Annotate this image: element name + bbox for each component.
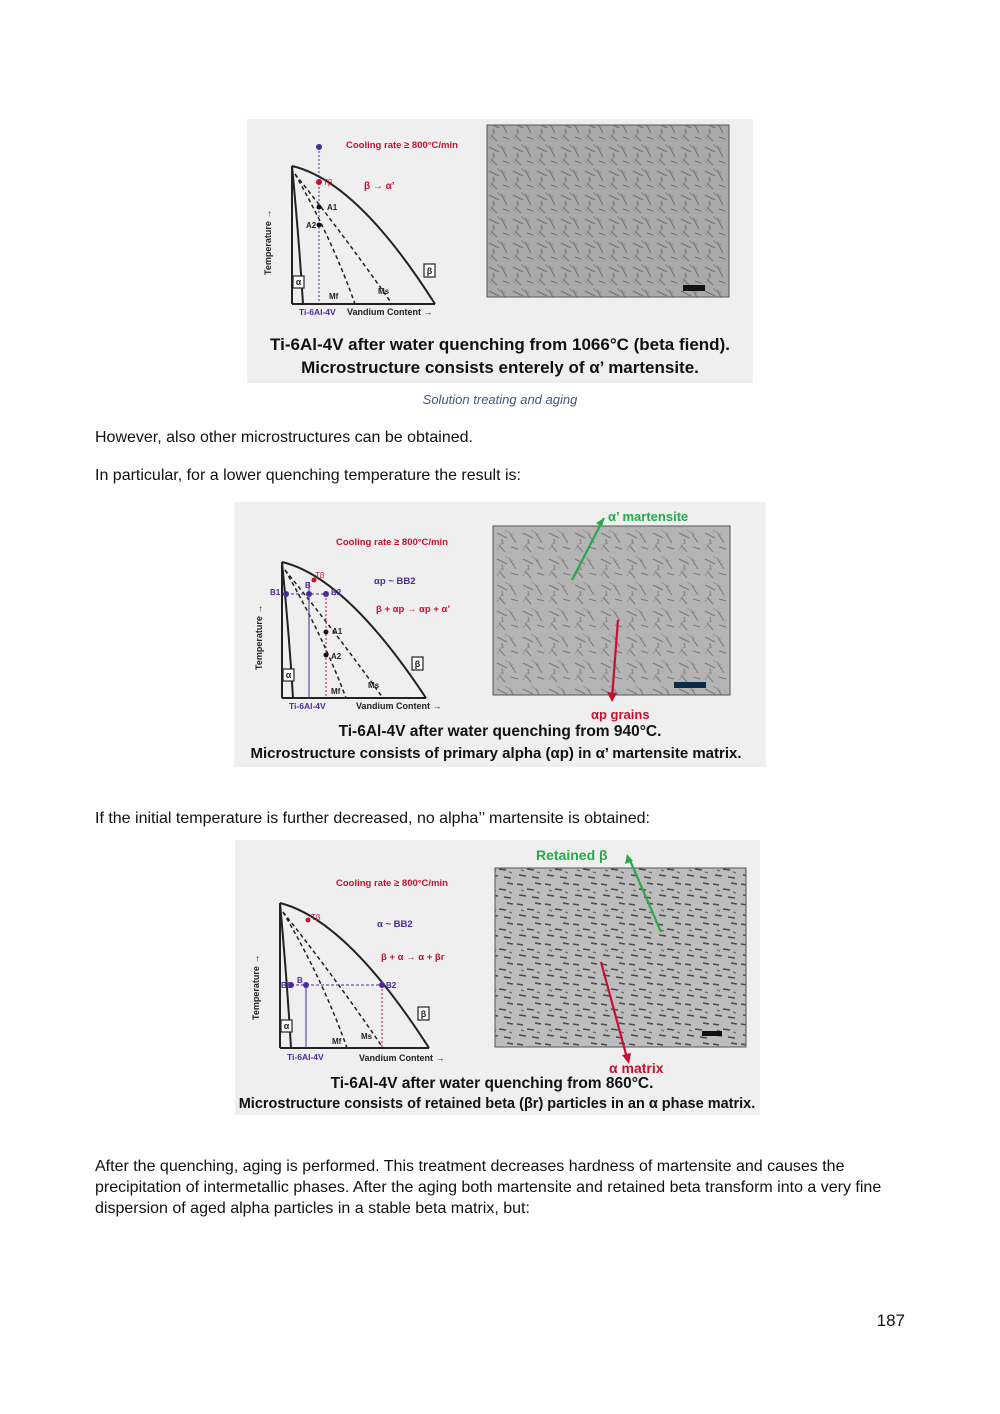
x-axis-label: Vandium Content → — [347, 307, 433, 317]
annotation-top: α’ martensite — [608, 509, 689, 524]
reaction-label-1: αp ~ BB2 — [374, 576, 416, 587]
b2-label: B2 — [331, 588, 342, 597]
a2-label: A2 — [306, 221, 317, 230]
figure-3 — [235, 840, 760, 1115]
figure-title-line1: Ti-6Al-4V after water quenching from 860°C. — [330, 1075, 654, 1092]
b2-point — [323, 591, 329, 597]
tb-label: Tβ — [323, 178, 333, 187]
y-axis-label: Temperature → — [254, 604, 264, 670]
beta-label: β — [420, 1009, 427, 1019]
paragraph-1: However, also other microstructures can be obtained. — [95, 429, 473, 446]
paragraph-3: If the initial temperature is further decreased, no alpha’’ martensite is obtained: — [95, 810, 650, 827]
alpha-label: α — [285, 670, 292, 680]
ms-label: Ms — [361, 1032, 373, 1041]
figure-1-graphic — [247, 119, 753, 383]
reaction-label: β → α’ — [364, 181, 395, 192]
figure-2 — [234, 502, 766, 767]
micrograph-image — [487, 125, 729, 297]
a1-point — [324, 630, 329, 635]
beta-label: β — [414, 659, 421, 669]
paragraph-4: After the quenching, aging is performed. This treatment decreases hardness of martensite and causes the precipitation of intermetallic phases. After the aging both martensite and retained beta transform into a very fine dispersion of aged alpha particles in a stable beta matrix, but: — [95, 1158, 882, 1217]
alloy-label: Ti-6Al-4V — [299, 307, 336, 317]
micrograph-image — [495, 868, 746, 1047]
reaction-label-2: β + αp → αp + α’ — [376, 604, 450, 615]
figure-3-graphic — [235, 840, 760, 1115]
phase-diagram — [254, 537, 450, 711]
scale-bar — [702, 1031, 722, 1036]
beta-label: β — [426, 266, 433, 276]
annotation-bottom: αp grains — [591, 707, 650, 722]
b-point — [303, 982, 309, 988]
tb-point — [316, 179, 322, 185]
b-label: B — [297, 976, 303, 985]
paragraph-2: In particular, for a lower quenching temperature the result is: — [95, 467, 521, 484]
scale-bar — [674, 682, 706, 688]
figure-title-line2: Microstructure consists of retained beta (βr) particles in an α phase matrix. — [238, 1096, 756, 1112]
x-axis-label: Vandium Content → — [356, 701, 442, 711]
cooling-rate-label: Cooling rate ≥ 800°C/min — [336, 878, 448, 889]
ms-label: Ms — [368, 681, 380, 690]
figure-2-graphic — [234, 502, 766, 767]
start-point — [316, 144, 322, 150]
b-label: B — [305, 581, 311, 590]
x-axis-label: Vandium Content → — [359, 1053, 445, 1063]
alloy-label: Ti-6Al-4V — [287, 1052, 324, 1062]
alpha-label: α — [295, 277, 302, 287]
y-axis-label: Temperature → — [251, 954, 261, 1020]
a1-label: A1 — [332, 627, 343, 636]
b1-label: B1 — [281, 981, 292, 990]
figure-title-line1: Ti-6Al-4V after water quenching from 1066°C (beta fiend). — [270, 335, 730, 354]
phase-diagram — [251, 878, 448, 1063]
red-arrowhead — [607, 692, 617, 702]
figure-1 — [247, 119, 753, 383]
mf-label: Mf — [332, 1037, 342, 1046]
alpha-label: α — [283, 1021, 290, 1031]
cooling-rate-label: Cooling rate ≥ 800°C/min — [336, 537, 448, 548]
alloy-label: Ti-6Al-4V — [289, 701, 326, 711]
b-point — [306, 591, 312, 597]
tb-label: Tβ — [311, 913, 321, 922]
tb-point — [306, 918, 311, 923]
page-number: 187 — [876, 1311, 905, 1330]
tb-label: Tβ — [315, 571, 325, 580]
b2-point — [379, 982, 385, 988]
phase-diagram — [263, 140, 458, 317]
a2-label: A2 — [331, 652, 342, 661]
annotation-top: Retained β — [536, 847, 608, 863]
mf-label: Mf — [329, 292, 339, 301]
b1-point — [283, 591, 289, 597]
a2-point — [317, 223, 322, 228]
reaction-label-1: α ~ BB2 — [377, 919, 413, 930]
micrograph-image — [493, 526, 730, 695]
a2-point — [324, 653, 329, 658]
ms-label: Ms — [378, 287, 390, 296]
y-axis-label: Temperature → — [263, 209, 273, 275]
b1-label: B1 — [270, 588, 281, 597]
a1-label: A1 — [327, 203, 338, 212]
b2-label: B2 — [386, 981, 397, 990]
annotation-bottom: α matrix — [609, 1060, 664, 1076]
scale-bar — [683, 285, 705, 291]
figure-title-line1: Ti-6Al-4V after water quenching from 940°C. — [338, 723, 662, 740]
figure-title-line2: Microstructure consists enterely of α’ martensite. — [301, 358, 699, 377]
cooling-rate-label: Cooling rate ≥ 800°C/min — [346, 140, 458, 151]
mf-label: Mf — [331, 687, 341, 696]
mf-line — [283, 912, 347, 1048]
figure-1-caption: Solution treating and aging — [422, 392, 578, 407]
a1-point — [317, 205, 322, 210]
figure-title-line2: Microstructure consists of primary alpha (αp) in α’ martensite matrix. — [250, 745, 742, 762]
reaction-label-2: β + α → α + βr — [381, 952, 445, 963]
